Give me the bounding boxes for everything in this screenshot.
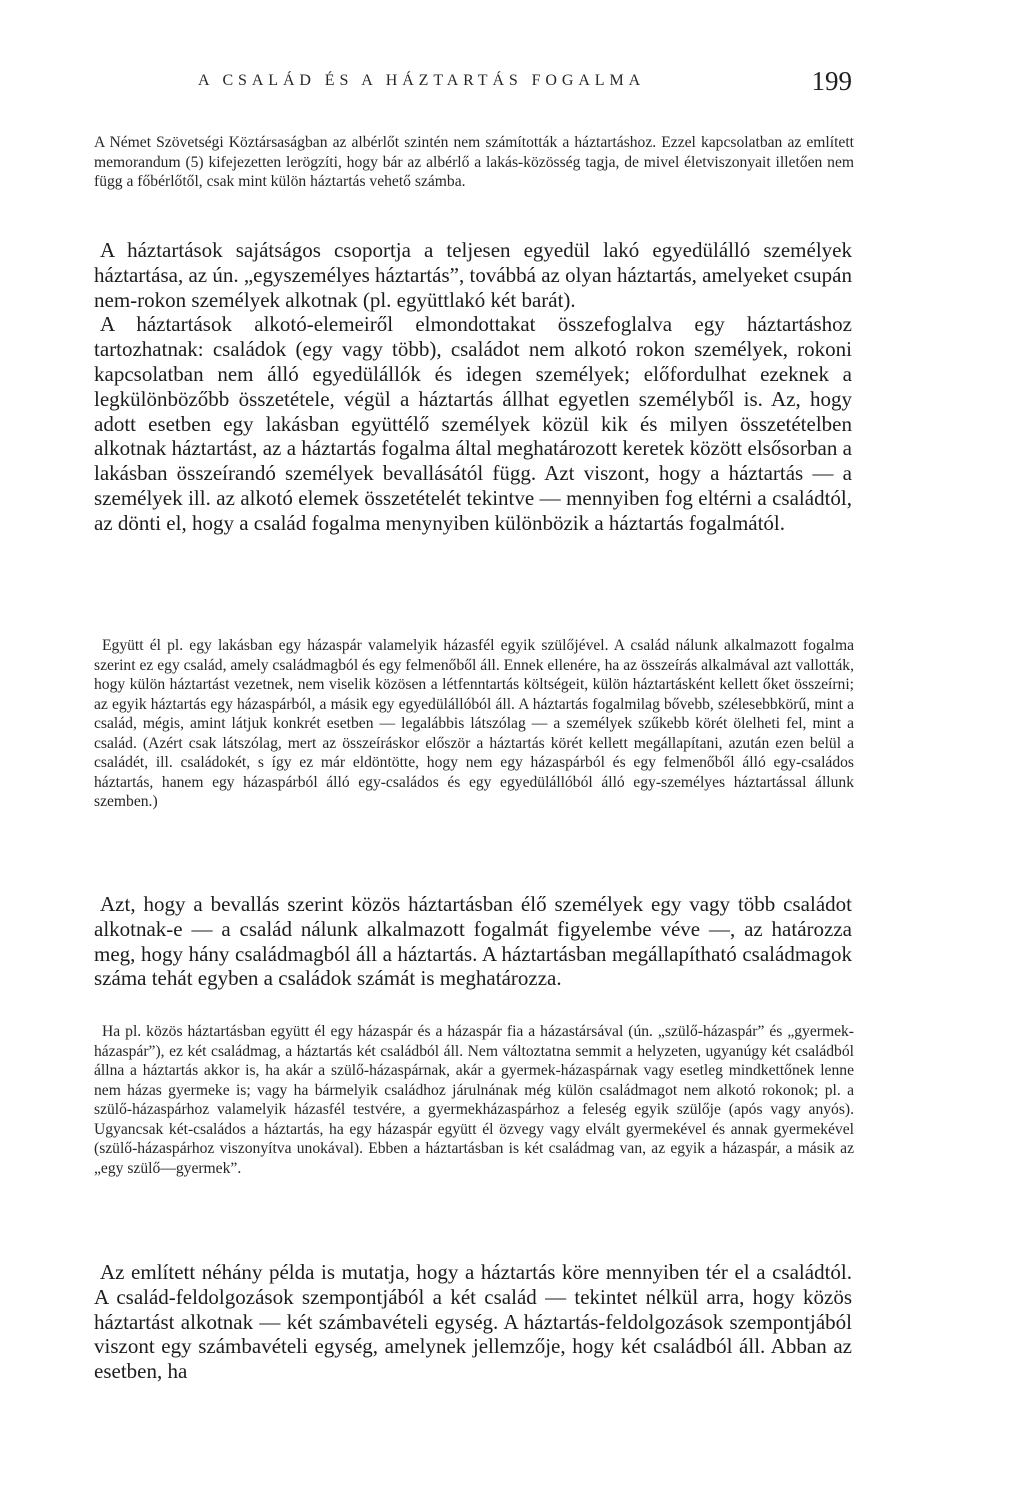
paragraph-4: Együtt él pl. egy lakásban egy házaspár valamelyik házasfél egyik szülőjével. A család nálunk alkalmazott fogalma szerint ez egy család, amely családmagból és egy felmenőből áll. Ennek ellenére, ha az összeírás alkalmával azt vallották, hogy külön háztartást vezetnek, nem viselik közösen a létfenntartás költségeit, külön háztartásként kellett őket összeírni; az egyik háztartás egy házaspárból, a másik egy egyedülállóból áll. A háztartás fogalmilag bővebb, szélesebbkörű, mint a család, mégis, amint látjuk konkrét esetben — legalábbis látszólag — a személyek szűkebb körét ölelheti fel, mint a család. (Azért csak látszólag, mert az összeíráskor először a háztartás körét kellett megállapítani, azután ezen belül a családét, ill. családokét, s így ez már eldöntötte, hogy nem egy házaspárból és egy felmenőből álló egy-családos háztartás, hanem egy házaspárból álló egy-családos és egy egyedülállóból álló egy-személyes háztartással állunk szemben.) bbox=[94, 637, 854, 810]
paragraph-6: Ha pl. közös háztartásban együtt él egy házaspár és a házaspár fia a házastársával (ún. „szülő-házaspár” és „gyermek-házaspár”), ez két családmag, a háztartás két családból áll. Nem változtatna semmit a helyzeten, ugyanúgy két családból állna a háztartás akkor is, ha akár a szülő-házaspárnak, akár a gyermek-házaspárnak vagy esetleg mindkettőnek lenne nem házas gyermeke is; vagy ha bármelyik családhoz járulnának még külön családmagot nem alkotó rokonok; pl. a szülő-házaspárhoz valamelyik házasfél testvére, a gyermekházaspárhoz a feleség egyik szülője (após vagy anyós). Ugyancsak két-családos a háztartás, ha egy házaspár együtt él özvegy vagy elvált gyermekével és annak gyermekével (szülő-házaspárhoz viszonyítva unokával). Ebben a háztartásban is két családmag van, az egyik a házaspár, a másik az „egy szülő—gyermek”. bbox=[94, 1023, 854, 1177]
running-title: A CSALÁD ÉS A HÁZTARTÁS FOGALMA bbox=[198, 72, 646, 89]
paragraph-4-container bbox=[94, 636, 854, 812]
paragraph-5-container bbox=[94, 892, 852, 991]
paragraph-2-3-container bbox=[94, 238, 852, 536]
paragraph-1: A Német Szövetségi Köztársaságban az albérlőt szintén nem számították a háztartáshoz. Ezzel kapcsolatban az említett memorandum (5) kifejezetten lerögzíti, hogy bár az albérlő a lakás-közösség tagja, de mivel életviszonyait illetően nem függ a főbérlőtől, csak mint külön háztartás vehető számba. bbox=[94, 134, 854, 190]
paragraph-7-container bbox=[94, 1260, 852, 1384]
paragraph-5: Azt, hogy a bevallás szerint közös háztartásban élő személyek egy vagy több családot alkotnak-e — a család nálunk alkalmazott fogalmát figyelembe véve —, az határozza meg, hogy hány családmagból áll a háztartás. A háztartásban megállapítható családmagok száma tehát egyben a családok számát is meghatározza. bbox=[94, 892, 852, 991]
paragraph-1-container bbox=[94, 133, 854, 192]
paragraph-6-container bbox=[94, 1022, 854, 1178]
page-number: 199 bbox=[811, 66, 852, 96]
paragraph-7: Az említett néhány példa is mutatja, hogy a háztartás köre mennyiben tér el a családtól. A család-feldolgozások szempontjából a két család — tekintet nélkül arra, hogy közös háztartást alkotnak — két számbavételi egység. A háztartás-feldolgozások szempontjából viszont egy számbavételi egység, amelynek jellemzője, hogy két családból áll. Abban az esetben, ha bbox=[94, 1260, 852, 1384]
paragraph-3: A háztartások alkotó-elemeiről elmondottakat összefoglalva egy háztartáshoz tartozhatnak: családok (egy vagy több), családot nem alkotó rokon személyek, rokoni kapcsolatban nem álló egyedülállók és idegen személyek; előfordulhat ezeknek a legkülönbözőbb összetétele, végül a háztartás állhat egyetlen személyből is. Az, hogy adott esetben egy lakásban együttélő személyek közül kik és milyen összetételben alkotnak háztartást, az a háztartás fogalma által meghatározott keretek között elsősorban a lakásban összeírandó személyek bevallásától függ. Azt viszont, hogy a háztartás — a személyek ill. az alkotó elemek összetételét tekintve — mennyiben fog eltérni a családtól, az dönti el, hogy a család fogalma menynyiben különbözik a háztartás fogalmától. bbox=[94, 312, 852, 535]
paragraph-2: A háztartások sajátságos csoportja a teljesen egyedül lakó egyedülálló személyek háztartása, az ún. „egyszemélyes háztartás”, továbbá az olyan háztartás, amelyeket csupán nem-rokon személyek alkotnak (pl. együttlakó két barát). bbox=[94, 238, 852, 312]
